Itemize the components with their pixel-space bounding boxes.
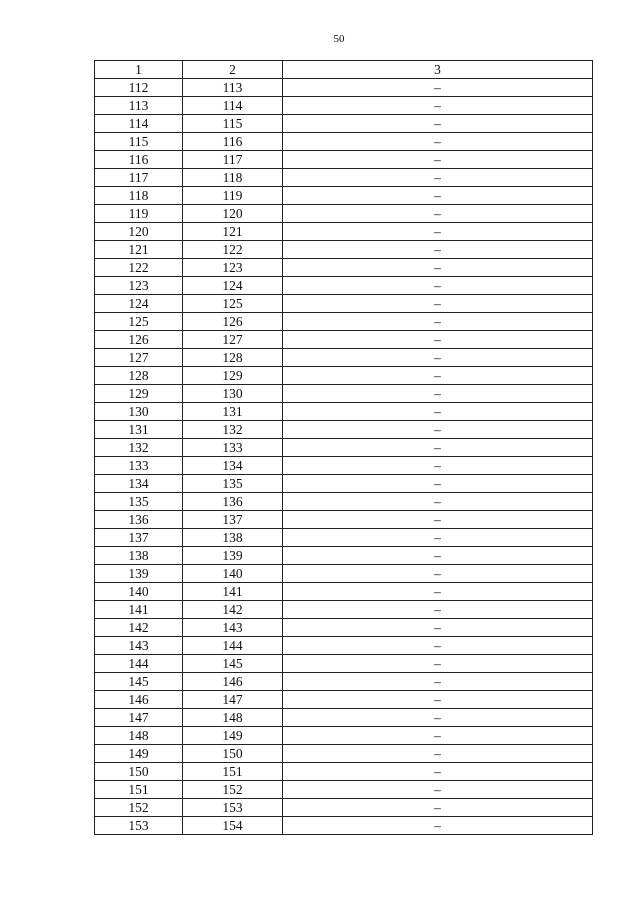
table-cell-col-1: 139 [95, 565, 183, 583]
table-cell-col-1: 152 [95, 799, 183, 817]
table-cell-col-2: 113 [183, 79, 283, 97]
table-row [95, 583, 593, 601]
table-cell-col-3: – [283, 313, 593, 331]
table-cell-col-3: – [283, 709, 593, 727]
table-cell-col-2: 152 [183, 781, 283, 799]
table-row [95, 817, 593, 835]
table-row [95, 439, 593, 457]
table-cell-col-1: 138 [95, 547, 183, 565]
table-cell-col-1: 143 [95, 637, 183, 655]
table-row [95, 745, 593, 763]
table-row [95, 493, 593, 511]
table-header-row [95, 61, 593, 79]
table-cell-col-3: – [283, 151, 593, 169]
table-row [95, 115, 593, 133]
table-cell-col-1: 135 [95, 493, 183, 511]
table-cell-col-3: – [283, 187, 593, 205]
table-cell-col-2: 145 [183, 655, 283, 673]
table-cell-col-2: 114 [183, 97, 283, 115]
table-cell-col-1: 150 [95, 763, 183, 781]
table-cell-col-1: 141 [95, 601, 183, 619]
table-row [95, 529, 593, 547]
table-cell-col-2: 136 [183, 493, 283, 511]
column-header-1: 1 [95, 61, 183, 79]
table-cell-col-3: – [283, 331, 593, 349]
table-cell-col-1: 136 [95, 511, 183, 529]
table-row [95, 313, 593, 331]
table-cell-col-2: 130 [183, 385, 283, 403]
table-cell-col-1: 128 [95, 367, 183, 385]
table-cell-col-3: – [283, 781, 593, 799]
table-cell-col-2: 128 [183, 349, 283, 367]
table-cell-col-3: – [283, 511, 593, 529]
table-cell-col-2: 124 [183, 277, 283, 295]
table-cell-col-3: – [283, 673, 593, 691]
table-cell-col-1: 133 [95, 457, 183, 475]
table-cell-col-1: 116 [95, 151, 183, 169]
table-cell-col-3: – [283, 493, 593, 511]
table-row [95, 763, 593, 781]
table-row [95, 79, 593, 97]
table-row [95, 709, 593, 727]
table-cell-col-1: 137 [95, 529, 183, 547]
data-table [94, 60, 593, 835]
table-cell-col-3: – [283, 727, 593, 745]
table-cell-col-1: 145 [95, 673, 183, 691]
table-cell-col-2: 125 [183, 295, 283, 313]
table-row [95, 673, 593, 691]
table-cell-col-3: – [283, 745, 593, 763]
table-cell-col-1: 148 [95, 727, 183, 745]
table-cell-col-2: 131 [183, 403, 283, 421]
table-row [95, 223, 593, 241]
table-cell-col-1: 142 [95, 619, 183, 637]
table-cell-col-3: – [283, 547, 593, 565]
table-cell-col-3: – [283, 385, 593, 403]
table-cell-col-3: – [283, 763, 593, 781]
table-cell-col-3: – [283, 565, 593, 583]
table-cell-col-3: – [283, 439, 593, 457]
table-cell-col-1: 121 [95, 241, 183, 259]
table-cell-col-1: 144 [95, 655, 183, 673]
table-cell-col-3: – [283, 169, 593, 187]
table-cell-col-3: – [283, 115, 593, 133]
table-cell-col-1: 132 [95, 439, 183, 457]
table-row [95, 799, 593, 817]
table-row [95, 421, 593, 439]
table-cell-col-3: – [283, 601, 593, 619]
table-cell-col-3: – [283, 817, 593, 835]
table-cell-col-2: 132 [183, 421, 283, 439]
table-cell-col-2: 122 [183, 241, 283, 259]
table-row [95, 241, 593, 259]
table-cell-col-2: 120 [183, 205, 283, 223]
table-cell-col-2: 127 [183, 331, 283, 349]
table-row [95, 457, 593, 475]
table-cell-col-1: 123 [95, 277, 183, 295]
table-cell-col-1: 122 [95, 259, 183, 277]
table-cell-col-1: 112 [95, 79, 183, 97]
table-row [95, 619, 593, 637]
table-cell-col-1: 146 [95, 691, 183, 709]
table-row [95, 691, 593, 709]
table-cell-col-3: – [283, 97, 593, 115]
table-cell-col-2: 147 [183, 691, 283, 709]
table-cell-col-1: 149 [95, 745, 183, 763]
table-cell-col-2: 117 [183, 151, 283, 169]
table-cell-col-2: 153 [183, 799, 283, 817]
table-cell-col-1: 134 [95, 475, 183, 493]
table-row [95, 295, 593, 313]
table-cell-col-2: 116 [183, 133, 283, 151]
table-cell-col-1: 120 [95, 223, 183, 241]
table-cell-col-3: – [283, 133, 593, 151]
table-cell-col-2: 119 [183, 187, 283, 205]
table-row [95, 259, 593, 277]
table-cell-col-1: 125 [95, 313, 183, 331]
table-cell-col-3: – [283, 295, 593, 313]
table-row [95, 403, 593, 421]
table-cell-col-1: 113 [95, 97, 183, 115]
table-cell-col-3: – [283, 799, 593, 817]
table-body [95, 79, 593, 835]
table-row [95, 475, 593, 493]
column-header-3: 3 [283, 61, 593, 79]
table-row [95, 655, 593, 673]
table-row [95, 187, 593, 205]
table-cell-col-2: 143 [183, 619, 283, 637]
table-cell-col-1: 118 [95, 187, 183, 205]
table-cell-col-2: 154 [183, 817, 283, 835]
table-row [95, 547, 593, 565]
table-cell-col-1: 124 [95, 295, 183, 313]
table-cell-col-2: 121 [183, 223, 283, 241]
table-row [95, 727, 593, 745]
table-cell-col-3: – [283, 583, 593, 601]
table-cell-col-3: – [283, 691, 593, 709]
table-cell-col-1: 127 [95, 349, 183, 367]
table-cell-col-2: 141 [183, 583, 283, 601]
table-cell-col-3: – [283, 367, 593, 385]
table-cell-col-2: 139 [183, 547, 283, 565]
table-row [95, 331, 593, 349]
table-cell-col-3: – [283, 529, 593, 547]
table-cell-col-1: 147 [95, 709, 183, 727]
table-row [95, 151, 593, 169]
table-cell-col-2: 118 [183, 169, 283, 187]
table-cell-col-3: – [283, 457, 593, 475]
table-row [95, 385, 593, 403]
table-cell-col-3: – [283, 223, 593, 241]
table-cell-col-1: 115 [95, 133, 183, 151]
table-cell-col-2: 138 [183, 529, 283, 547]
table-cell-col-2: 123 [183, 259, 283, 277]
table-cell-col-2: 144 [183, 637, 283, 655]
table-cell-col-3: – [283, 637, 593, 655]
table-cell-col-2: 150 [183, 745, 283, 763]
table-cell-col-2: 134 [183, 457, 283, 475]
table-cell-col-2: 135 [183, 475, 283, 493]
table-cell-col-3: – [283, 277, 593, 295]
table-row [95, 169, 593, 187]
table-cell-col-3: – [283, 241, 593, 259]
table-row [95, 781, 593, 799]
table-cell-col-1: 129 [95, 385, 183, 403]
table-cell-col-2: 133 [183, 439, 283, 457]
table-row [95, 565, 593, 583]
table-row [95, 601, 593, 619]
table-cell-col-3: – [283, 619, 593, 637]
table-cell-col-3: – [283, 205, 593, 223]
table-cell-col-1: 131 [95, 421, 183, 439]
table-cell-col-1: 130 [95, 403, 183, 421]
table-cell-col-1: 119 [95, 205, 183, 223]
table-row [95, 637, 593, 655]
table-row [95, 511, 593, 529]
table-cell-col-2: 137 [183, 511, 283, 529]
table-cell-col-2: 151 [183, 763, 283, 781]
table-cell-col-1: 140 [95, 583, 183, 601]
table-cell-col-1: 126 [95, 331, 183, 349]
table-cell-col-3: – [283, 421, 593, 439]
table-cell-col-2: 140 [183, 565, 283, 583]
table-row [95, 349, 593, 367]
table-cell-col-2: 146 [183, 673, 283, 691]
table-cell-col-2: 126 [183, 313, 283, 331]
table-row [95, 97, 593, 115]
table-cell-col-3: – [283, 79, 593, 97]
table-cell-col-1: 153 [95, 817, 183, 835]
table-cell-col-3: – [283, 403, 593, 421]
table-cell-col-3: – [283, 259, 593, 277]
table-cell-col-1: 151 [95, 781, 183, 799]
table-cell-col-2: 142 [183, 601, 283, 619]
table-cell-col-2: 129 [183, 367, 283, 385]
table-row [95, 133, 593, 151]
table-row [95, 277, 593, 295]
table-row [95, 367, 593, 385]
table-cell-col-2: 148 [183, 709, 283, 727]
table-cell-col-2: 115 [183, 115, 283, 133]
table-cell-col-3: – [283, 655, 593, 673]
table-cell-col-3: – [283, 349, 593, 367]
table-cell-col-1: 114 [95, 115, 183, 133]
column-header-2: 2 [183, 61, 283, 79]
table-row [95, 205, 593, 223]
table-cell-col-2: 149 [183, 727, 283, 745]
page-number: 50 [333, 33, 345, 45]
table-cell-col-3: – [283, 475, 593, 493]
table-cell-col-1: 117 [95, 169, 183, 187]
